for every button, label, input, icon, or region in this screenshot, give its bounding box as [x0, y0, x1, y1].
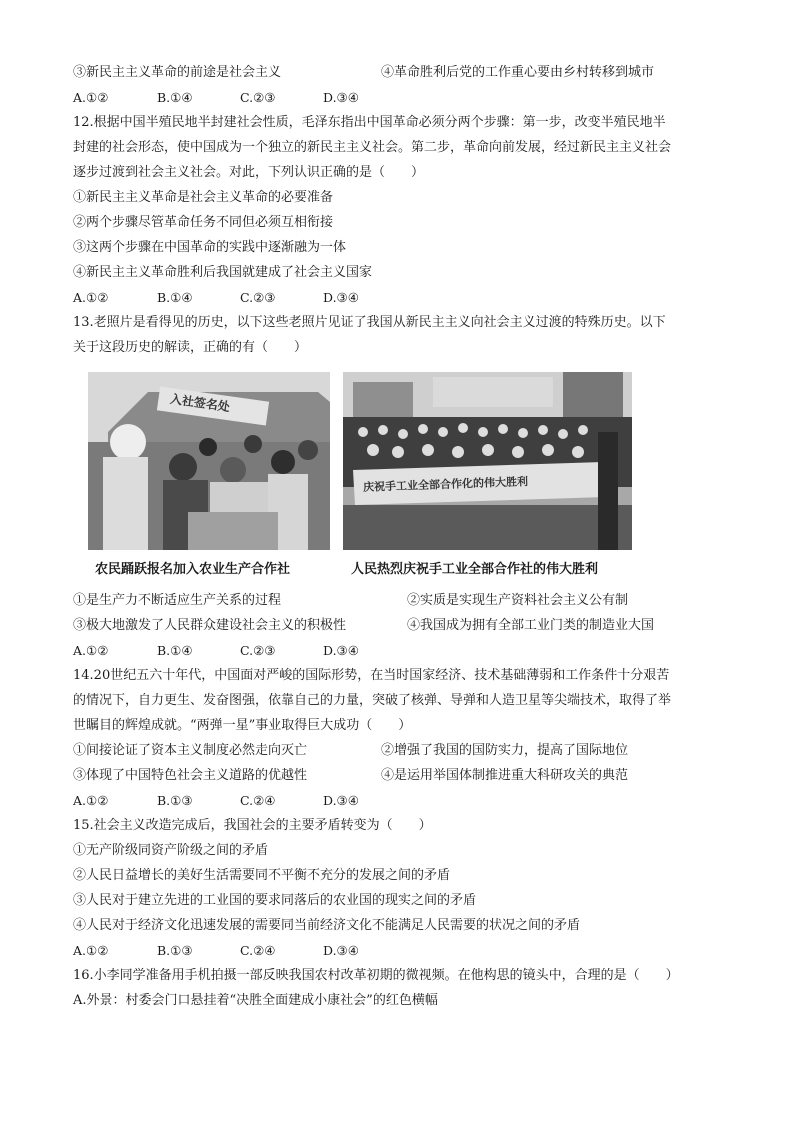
q14-option-b: B.①③ [157, 793, 193, 808]
q11-option-d: D.③④ [323, 90, 359, 105]
q13-option-a: A.①② [73, 643, 109, 658]
q15-item-1: ①无产阶级同资产阶级之间的矛盾 [73, 843, 269, 858]
q15-option-b: B.①③ [157, 943, 193, 958]
q13-option-d: D.③④ [323, 643, 359, 658]
q14-option-d: D.③④ [323, 793, 359, 808]
q13-item-1: ①是生产力不断适应生产关系的过程 [73, 593, 282, 608]
q12-item-1: ①新民主主义革命是社会主义革命的必要准备 [73, 190, 334, 205]
q15-option-a: A.①② [73, 943, 109, 958]
q13-stem-line-1: 13.老照片是看得见的历史，以下这些老照片见证了我国从新民主主义向社会主义过渡的特殊历史。以下 [73, 315, 666, 330]
sign-board-text: 入社签名处 [169, 391, 231, 415]
q13-option-b: B.①④ [157, 643, 193, 658]
q14-item-1: ①间接论证了资本主义制度必然走向灭亡 [73, 743, 308, 758]
q12-stem-line-2: 封建的社会形态，使中国成为一个独立的新民主主义社会。第二步，革命向前发展，经过新民主主义社会 [73, 140, 672, 155]
q15-option-c: C.②④ [240, 943, 276, 958]
q12-option-c: C.②③ [240, 290, 276, 305]
photo-right-caption: 人民热烈庆祝手工业全部合作社的伟大胜利 [351, 562, 599, 577]
celebration-banner-text: 庆祝手工业全部合作化的伟大胜利 [362, 475, 529, 494]
q14-option-a: A.①② [73, 793, 109, 808]
q14-option-c: C.②④ [240, 793, 276, 808]
q13-option-c: C.②③ [240, 643, 276, 658]
q15-item-3: ③人民对于建立先进的工业国的要求同落后的农业国的现实之间的矛盾 [73, 893, 477, 908]
photo-handicraft-celebration [343, 372, 632, 550]
q12-item-3: ③这两个步骤在中国革命的实践中逐渐融为一体 [73, 240, 347, 255]
q14-item-4: ④是运用举国体制推进重大科研攻关的典范 [381, 768, 629, 783]
photo-farmers-signup [88, 372, 330, 550]
q12-option-b: B.①④ [157, 290, 193, 305]
q14-stem-line-1: 14.20世纪五六十年代，中国面对严峻的国际形势，在当时国家经济、技术基础薄弱和工作条件十分艰苦 [73, 668, 670, 683]
q14-stem-line-3: 世瞩目的辉煌成就。“两弹一星”事业取得巨大成功（ ） [73, 718, 412, 733]
q11-option-a: A.①② [73, 90, 109, 105]
q11-option-c: C.②③ [240, 90, 276, 105]
photo-handicraft-celebration-illustration [343, 372, 632, 550]
q15-option-d: D.③④ [323, 943, 359, 958]
q14-stem-line-2: 的情况下，自力更生、发奋图强，依靠自己的力量，突破了核弹、导弹和人造卫星等尖端技术，取得了举 [73, 693, 672, 708]
q12-option-a: A.①② [73, 290, 109, 305]
q15-item-4: ④人民对于经济文化迅速发展的需要同当前经济文化不能满足人民需要的状况之间的矛盾 [73, 918, 581, 933]
q16-option-a: A.外景：村委会门口悬挂着“决胜全面建成小康社会”的红色横幅 [73, 993, 438, 1008]
q12-stem-line-1: 12.根据中国半殖民地半封建社会性质，毛泽东指出中国革命必须分两个步骤：第一步，改变半殖民地半 [73, 115, 666, 130]
q12-stem-line-3: 逐步过渡到社会主义社会。对此，下列认识正确的是（ ） [73, 165, 425, 180]
q11-option-b: B.①④ [157, 90, 193, 105]
q16-stem: 16.小李同学准备用手机拍摄一部反映我国农村改革初期的微视频。在他构思的镜头中，合理的是（ ） [73, 968, 679, 983]
q12-item-2: ②两个步骤尽管革命任务不同但必须互相衔接 [73, 215, 334, 230]
photo-left-caption: 农民踊跃报名加入农业生产合作社 [95, 562, 291, 577]
q11-item-3: ③新民主主义革命的前途是社会主义 [73, 65, 282, 80]
q15-stem: 15.社会主义改造完成后，我国社会的主要矛盾转变为（ ） [73, 818, 432, 833]
q11-item-4: ④革命胜利后党的工作重心要由乡村转移到城市 [381, 65, 655, 80]
q15-item-2: ②人民日益增长的美好生活需要同不平衡不充分的发展之间的矛盾 [73, 868, 451, 883]
q13-item-2: ②实质是实现生产资料社会主义公有制 [407, 593, 629, 608]
q12-option-d: D.③④ [323, 290, 359, 305]
q13-item-4: ④我国成为拥有全部工业门类的制造业大国 [407, 618, 655, 633]
q14-item-2: ②增强了我国的国防实力，提高了国际地位 [381, 743, 629, 758]
q14-item-3: ③体现了中国特色社会主义道路的优越性 [73, 768, 308, 783]
q13-item-3: ③极大地激发了人民群众建设社会主义的积极性 [73, 618, 347, 633]
q13-stem-line-2: 关于这段历史的解读，正确的有（ ） [73, 340, 308, 355]
q12-item-4: ④新民主主义革命胜利后我国就建成了社会主义国家 [73, 265, 373, 280]
